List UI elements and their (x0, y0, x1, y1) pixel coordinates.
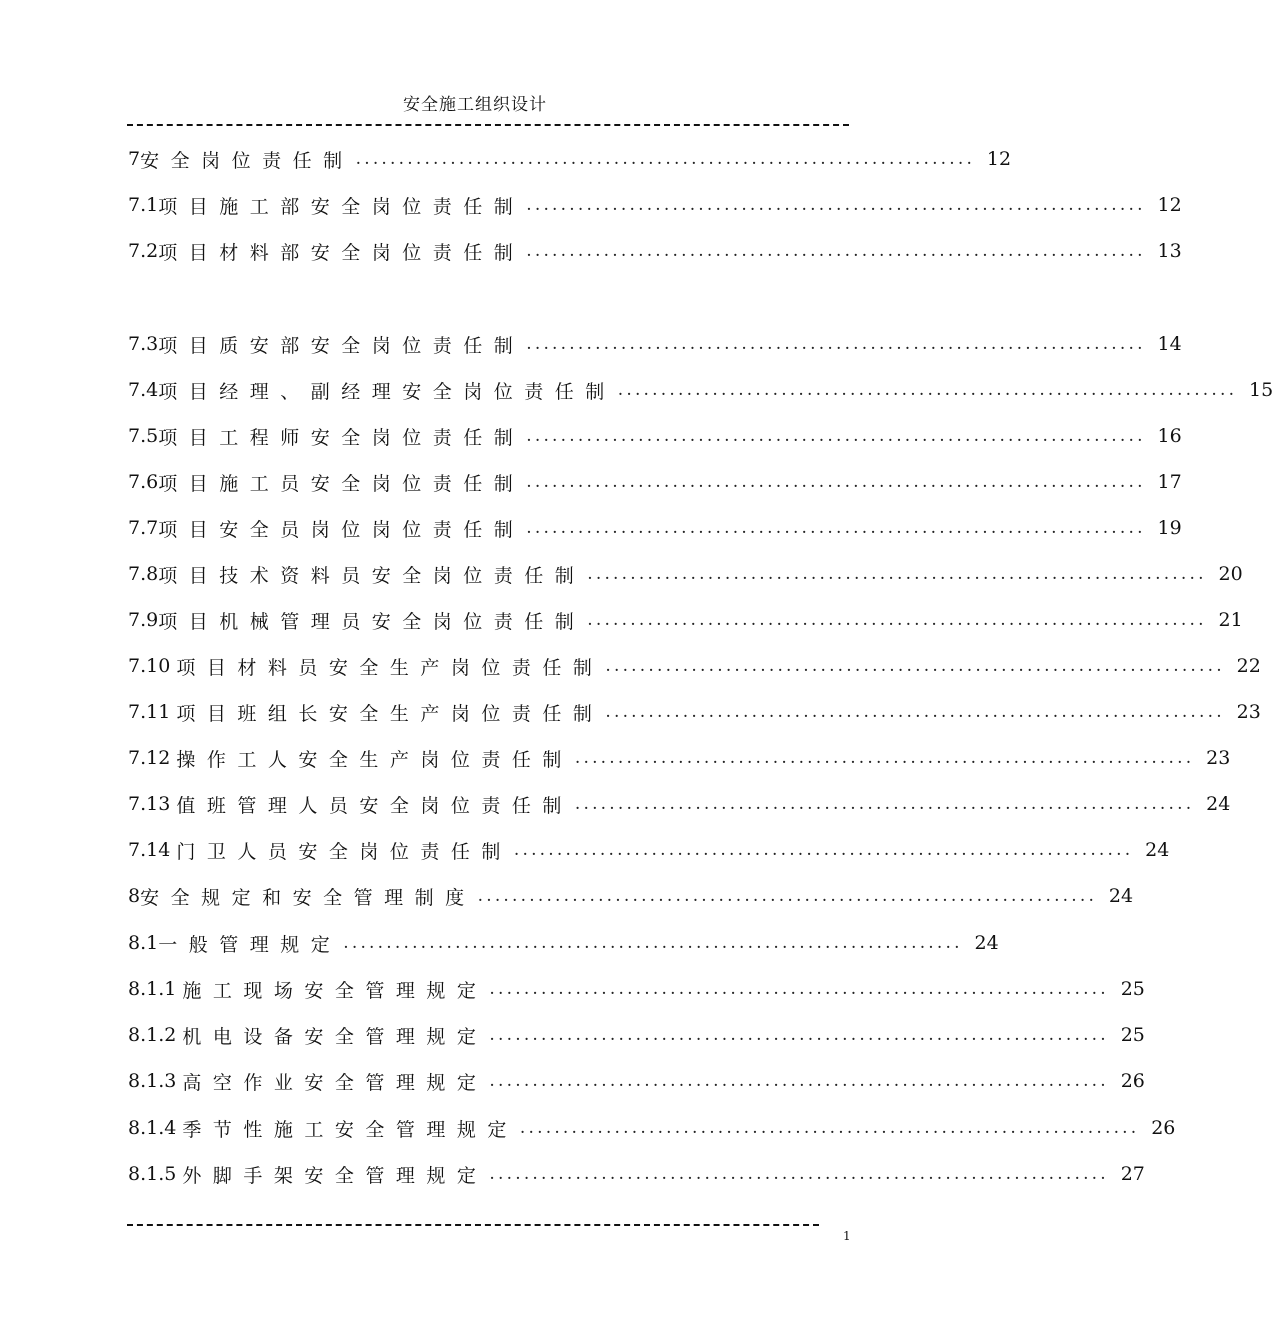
toc-entry-page: 20 (1218, 563, 1243, 585)
toc-entry-title: 项目经理、副经理安全岗位责任制 (158, 380, 616, 403)
toc-entry-page: 15 (1249, 379, 1273, 401)
dot-leader: ........................................................................ (489, 1071, 1109, 1091)
dot-leader: ........................................................................ (526, 426, 1146, 446)
toc-entry-number: 7.4 (128, 379, 159, 401)
toc-entry-number: 7.14 (128, 839, 177, 861)
toc-entry[interactable] (128, 329, 1182, 359)
toc-entry-title: 项目材料员安全生产岗位责任制 (176, 656, 604, 679)
toc-entry-title: 门卫人员安全岗位责任制 (176, 840, 512, 863)
dot-leader: ........................................................................ (526, 334, 1146, 354)
dot-leader: ........................................................................ (587, 564, 1207, 584)
toc-entry-number: 7 (128, 148, 141, 170)
toc-entry-title: 项目质安部安全岗位责任制 (158, 334, 525, 357)
toc-entry-title: 外脚手架安全管理规定 (182, 1164, 488, 1187)
dot-leader: ........................................................................ (574, 794, 1195, 814)
toc-entry-number: 7.11 (128, 701, 177, 723)
dot-leader: ........................................................................ (587, 610, 1207, 630)
dot-leader: ........................................................................ (519, 1118, 1140, 1138)
toc-entry-number: 7.3 (128, 333, 159, 355)
toc-entry-number: 7.10 (128, 655, 177, 677)
toc-entry-page: 26 (1151, 1117, 1176, 1139)
toc-entry[interactable] (128, 651, 1261, 681)
toc-entry-title: 项目施工员安全岗位责任制 (158, 472, 525, 495)
toc-entry-title: 项目安全员岗位岗位责任制 (158, 518, 525, 541)
toc-entry[interactable] (128, 375, 1273, 405)
page-header-title: 安全施工组织设计 (403, 95, 547, 115)
toc-entry[interactable] (128, 467, 1182, 497)
dot-leader: ........................................................................ (526, 241, 1146, 261)
toc-entry-number: 7.5 (128, 425, 159, 447)
toc-entry-page: 12 (986, 148, 1012, 170)
toc-entry-page: 19 (1157, 517, 1182, 539)
toc-entry[interactable] (128, 144, 1012, 174)
toc-entry-title: 季节性施工安全管理规定 (182, 1118, 518, 1141)
toc-entry[interactable] (128, 835, 1170, 865)
toc-entry-title: 高空作业安全管理规定 (182, 1071, 488, 1094)
toc-entry[interactable] (128, 789, 1231, 819)
toc-entry-title: 机电设备安全管理规定 (182, 1025, 488, 1048)
toc-entry-page: 17 (1157, 471, 1182, 493)
toc-entry-number: 8.1 (128, 932, 159, 954)
toc-entry-number: 7.9 (128, 609, 159, 631)
toc-entry-number: 8.1.3 (128, 1070, 183, 1092)
toc-entry-page: 14 (1157, 333, 1182, 355)
dot-leader: ........................................................................ (605, 656, 1225, 676)
toc-entry[interactable] (128, 513, 1182, 543)
toc-entry[interactable] (128, 1159, 1145, 1189)
toc-entry-page: 24 (1108, 885, 1134, 907)
toc-entry-title: 安全规定和安全管理制度 (140, 886, 476, 909)
dot-leader: ........................................................................ (343, 933, 963, 953)
toc-entry-number: 7.7 (128, 517, 159, 539)
toc-entry-title: 施工现场安全管理规定 (182, 979, 488, 1002)
toc-entry[interactable] (128, 1020, 1145, 1050)
toc-entry-title: 项目施工部安全岗位责任制 (158, 195, 525, 218)
toc-entry-page: 23 (1206, 747, 1231, 769)
dot-leader: ........................................................................ (574, 748, 1195, 768)
toc-entry-number: 7.8 (128, 563, 159, 585)
dot-leader: ........................................................................ (526, 472, 1146, 492)
toc-entry-title: 值班管理人员安全岗位责任制 (176, 794, 573, 817)
dot-leader: ........................................................................ (605, 702, 1225, 722)
toc-entry[interactable] (128, 1066, 1145, 1096)
dot-leader: ........................................................................ (489, 979, 1109, 999)
toc-entry-title: 项目技术资料员安全岗位责任制 (158, 564, 586, 587)
toc-entry[interactable] (128, 1113, 1176, 1143)
dot-leader: ........................................................................ (489, 1025, 1109, 1045)
toc-entry[interactable] (128, 881, 1134, 911)
toc-entry-title: 项目材料部安全岗位责任制 (158, 241, 525, 264)
toc-entry-title: 项目机械管理员安全岗位责任制 (158, 610, 586, 633)
toc-entry-title: 项目工程师安全岗位责任制 (158, 426, 525, 449)
toc-entry[interactable] (128, 743, 1231, 773)
toc-entry-number: 8.1.5 (128, 1163, 183, 1185)
toc-entry-number: 7.1 (128, 194, 159, 216)
dot-leader: ........................................................................ (513, 840, 1134, 860)
toc-entry-number: 8.1.2 (128, 1024, 183, 1046)
toc-entry-page: 21 (1218, 609, 1243, 631)
toc-entry-page: 25 (1120, 978, 1145, 1000)
toc-entry-page: 26 (1120, 1070, 1145, 1092)
toc-entry-page: 27 (1120, 1163, 1145, 1185)
toc-entry-number: 7.12 (128, 747, 177, 769)
toc-entry-number: 7.2 (128, 240, 159, 262)
dot-leader: ........................................................................ (477, 886, 1098, 906)
toc-entry[interactable] (128, 236, 1182, 266)
toc-entry[interactable] (128, 697, 1261, 727)
dot-leader: ........................................................................ (489, 1164, 1109, 1184)
toc-entry-title: 安全岗位责任制 (140, 149, 354, 172)
toc-entry-page: 12 (1157, 194, 1182, 216)
toc-entry-page: 22 (1236, 655, 1261, 677)
toc-entry[interactable] (128, 190, 1182, 220)
toc-entry[interactable] (128, 421, 1182, 451)
toc-entry[interactable] (128, 559, 1243, 589)
toc-entry-page: 24 (1145, 839, 1170, 861)
toc-entry-page: 23 (1236, 701, 1261, 723)
page-number: 1 (843, 1229, 851, 1243)
toc-entry[interactable] (128, 928, 999, 958)
toc-entry-title: 一般管理规定 (158, 933, 342, 956)
header-divider (127, 124, 849, 126)
toc-entry-page: 16 (1157, 425, 1182, 447)
footer-divider (127, 1224, 819, 1226)
dot-leader: ........................................................................ (617, 380, 1238, 400)
toc-entry-number: 7.13 (128, 793, 177, 815)
toc-entry[interactable] (128, 974, 1145, 1004)
toc-entry-title: 项目班组长安全生产岗位责任制 (176, 702, 604, 725)
toc-entry-title: 操作工人安全生产岗位责任制 (176, 748, 573, 771)
toc-entry-number: 8 (128, 885, 141, 907)
dot-leader: ........................................................................ (526, 518, 1146, 538)
toc-entry-page: 25 (1120, 1024, 1145, 1046)
toc-entry-number: 8.1.4 (128, 1117, 183, 1139)
dot-leader: ........................................................................ (355, 149, 976, 169)
toc-entry-page: 24 (974, 932, 999, 954)
dot-leader: ........................................................................ (526, 195, 1146, 215)
toc-entry-number: 8.1.1 (128, 978, 183, 1000)
toc-entry-page: 24 (1206, 793, 1231, 815)
toc-entry-page: 13 (1157, 240, 1182, 262)
toc-entry-number: 7.6 (128, 471, 159, 493)
toc-entry[interactable] (128, 605, 1243, 635)
